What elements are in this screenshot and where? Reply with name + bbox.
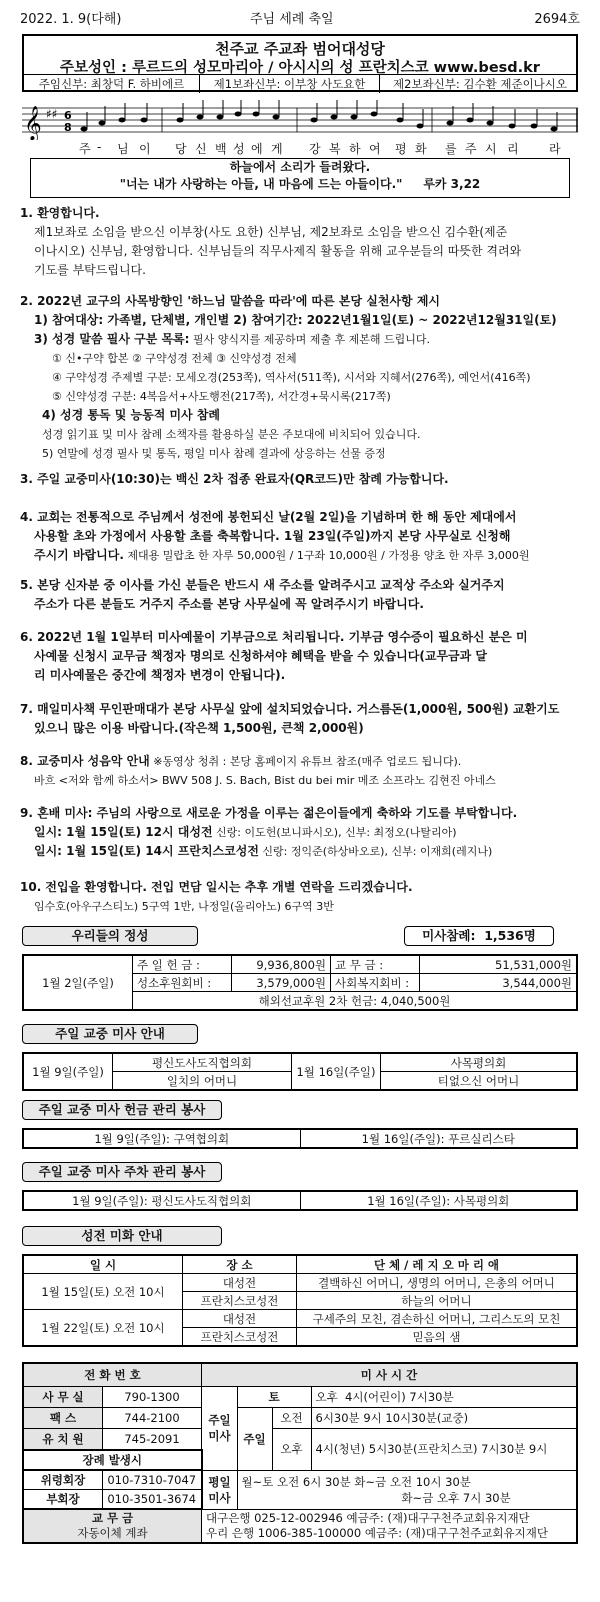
ampm: 오후 [272,1429,311,1471]
notice-title: 2. 2022년 교구의 사목방향인 '하느님 말씀을 따라'에 따른 본당 실천사항 제시 [20,294,441,308]
pastor: 주임신부: 최창덕 F. 하비에르 [24,75,200,93]
lyric-syllable: 주 [465,142,477,156]
notice-text: 바흐 <저와 함께 하소서> BWV 508 J. S. Bach, Bist du bei mir 메조 소프라노 김현진 아네스 [34,774,496,787]
notice-text: 주소가 다른 분들도 거주지 주소를 본당 사무실에 꼭 알려주시기 바랍니다. [34,597,424,611]
notice-text: 4. 교회는 전통적으로 주님께서 성전에 봉헌되신 날(2월 2일)을 기념하며 한 해 동안 제대에서 [20,510,517,524]
lyric-syllable: 성 [233,142,245,156]
cash-service-1: 1월 9일(주일): 구역협의회 [23,1129,300,1148]
offering-label: 사회복지회비 : [331,974,420,992]
lyric-syllable: 주 [79,142,91,156]
guide-group: 평신도사도직협의회 [113,1053,292,1072]
svg-text:𝄞: 𝄞 [24,106,42,140]
lyric-syllable: 시 [485,142,497,156]
parking-service-table [22,1190,578,1211]
sun-label: 주일 [237,1408,272,1471]
mass-times: 4시(어린이) 7시30분 [345,1390,454,1404]
notice-6 [20,628,580,685]
quote-line1: 하늘에서 소리가 들려왔다. [229,160,371,174]
weekday-times: 화~금 오후 7시 30분 [401,1490,511,1505]
bulletin-header [20,8,580,28]
beautify-group: 결백하신 어머니, 생명의 어머니, 은총의 어머니 [297,1274,578,1292]
notice-text: 5) 연말에 성경 필사 및 통독, 평일 미사 참례 결과에 상응하는 선물 증정 [42,447,386,460]
notice-text: 사용할 초와 가정에서 사용할 초를 축복합니다. 1월 23일(주일)까지 본당 사무실로 신청해 [34,529,511,543]
beautify-group: 구세주의 모친, 겸손하신 어머니, 그리스도의 모친 [297,1310,578,1328]
offering-date: 1월 2일(주일) [23,955,133,1010]
lyrics-row [22,140,578,156]
notice-text: 7. 매일미사책 무인판매대가 본당 사무실 앞에 설치되었습니다. 거스름돈(1,000원, 500원) 교환기도 [20,702,560,716]
lyric-syllable: 를 [445,142,457,156]
beautify-place: 대성전 [183,1310,297,1328]
offering-label: 주 일 헌 금 : [133,955,232,974]
notice-text: 주시기 바랍니다. [34,548,124,562]
gospel-quote [30,158,570,198]
parking-service-1: 1월 9일(주일): 평신도사도직협의회 [23,1191,300,1210]
ampm: 오전 [272,1408,311,1429]
notice-text: 제대용 밀랍초 한 자루 50,000원 / 1구좌 10,000원 / 가정용 양초 한 자루 3,000원 [123,549,530,562]
mass-time-header: 미 사 시 간 [202,1363,578,1387]
notice-text: ① 신•구약 합본 ② 구약성경 전체 ③ 신약성경 전체 [52,352,297,365]
feast-name: 주님 세례 축일 [250,12,334,27]
offering-heading: 우리들의 정성 [22,926,198,946]
notice-text: 8. 교중미사 성음악 안내 [20,754,150,768]
notice-1 [20,204,580,280]
parish-name: 천주교 주교좌 범어대성당 [215,40,385,58]
gyomu-label: 교 무 금 [91,1511,134,1525]
beautify-date: 1월 15일(토) 오전 10시 [23,1274,183,1310]
guide-group: 사목평의회 [381,1053,578,1072]
lyric-syllable: 복 [329,142,341,156]
notice-text: ④ 구약성경 주제별 구분: 모세오경(253쪽), 역사서(511쪽), 시서와 지혜서(276쪽), 예언서(416쪽) [52,371,531,384]
lyric-syllable: 님 [117,142,129,156]
notice-text: 일시: 1월 15일(토) 14시 프란치스코성전 [34,844,259,858]
notice-5 [20,576,580,614]
cash-service-heading: 주일 교중 미사 헌금 관리 봉사 [22,1100,222,1120]
guide-legio: 일치의 어머니 [113,1072,292,1091]
info-table [22,1362,578,1544]
notice-text: 성경 읽기표 및 미사 참례 소책자를 활용하실 분은 주보대에 비치되어 있습니다. [42,428,421,441]
lyric-syllable: 이 [139,142,151,156]
attendance-box [404,926,554,946]
beautify-place: 프란치스코성전 [183,1292,297,1310]
sat-label: 토 [237,1387,311,1408]
notice-text: 필사 양식지를 제공하며 제출 후 제본해 드립니다. [189,333,430,346]
mass-times: 4시(청년) 5시30분(프란치스코) 7시30분 9시 [311,1429,577,1471]
phone-label: 팩 스 [23,1408,103,1429]
lyric-syllable: 강 [309,142,321,156]
notice-text: 신랑: 이도헌(보니파시오), 신부: 최정오(나탈리아) [212,826,457,839]
notice-text: 제1보좌로 소임을 받으신 이부창(사도 요한) 신부님, 제2보좌로 소임을 받으신 김수환(제준 [34,225,508,239]
patron-saints: 주보성인 : 루르드의 성모마리아 / 아시시의 성 프란치스코 www.besd.kr [60,60,540,76]
quote-line2: "너는 내가 사랑하는 아들, 내 마음에 드는 아들이다." [119,177,403,191]
offering-value: 9,936,800원 [232,955,331,974]
col-header: 장 소 [183,1255,297,1274]
ampm: 오후 [315,1390,338,1404]
notice-text: 임수호(아우구스티노) 5구역 1반, 나정일(올리아노) 6구역 3반 [34,900,334,913]
weekday-times: 월~토 오전 6시 30분 화~금 오전 10시 30분 [241,1474,471,1489]
beautify-date: 1월 22일(토) 오전 10시 [23,1310,183,1347]
lyric-syllable: 하 [349,142,361,156]
phone-label: 유 치 원 [23,1429,103,1451]
parking-service-heading: 주일 교중 미사 주차 관리 봉사 [22,1162,222,1182]
notice-text: 사예물 신청시 교무금 책정자 명의로 신청하셔야 혜택을 받을 수 있습니다(교무금과 달 [34,649,487,663]
svg-text:♯♯: ♯♯ [46,107,58,121]
lyric-syllable: 라 [549,142,561,156]
funeral-header: 장례 발생시 [23,1450,202,1470]
notice-text: 이나시오) 신부님, 환영합니다. 신부님들의 직무사제직 활동을 위해 교우분들의 따뜻한 격려와 [34,244,522,258]
phone-number: 790-1300 [103,1387,202,1408]
cash-service-table [22,1128,578,1149]
notice-10 [20,878,580,916]
lyric-syllable: 당 [175,142,187,156]
svg-text:8: 8 [64,121,72,134]
beautify-place: 대성전 [183,1274,297,1292]
beautify-group: 믿음의 샘 [297,1328,578,1347]
lyric-syllable: 게 [271,142,283,156]
notice-title: 1. 환영합니다. [20,206,100,220]
funeral-number: 010-7310-7047 [103,1470,202,1490]
mass-guide-table [22,1052,578,1091]
beautify-group: 하늘의 어머니 [297,1292,578,1310]
cash-service-2: 1월 16일(주일): 푸르실리스타 [300,1129,577,1148]
notice-text: 6. 2022년 1월 1일부터 미사예물이 기부금으로 처리됩니다. 기부금 영수증이 필요하신 분은 미 [20,630,528,644]
title-box [22,34,578,92]
notice-3: 3. 주일 교중미사(10:30)는 백신 2차 접종 완료자(QR코드)만 참례 가능합니다. [20,472,449,486]
notice-2 [20,292,580,463]
music-staff [22,100,578,140]
notice-text: 있으니 많은 이용 바랍니다.(작은책 1,500원, 큰책 2,000원) [34,721,364,735]
lyric-syllable: - [97,140,102,154]
notice-text: 9. 혼배 미사: 주님의 사랑으로 새로운 가정을 이루는 젊은이들에게 축하와 기도를 부탁합니다. [20,806,518,820]
guide-legio: 티없으신 어머니 [381,1072,578,1091]
col-header: 일 시 [23,1255,183,1274]
funeral-number: 010-3501-3674 [103,1490,202,1510]
notice-text: 기도를 부탁드립니다. [34,263,146,277]
guide-date: 1월 9일(주일) [23,1053,113,1090]
parking-service-2: 1월 16일(주일): 사목평의회 [300,1191,577,1210]
bank-account: 대구은행 025-12-002946 예금주: (재)대구구천주교회유지재단 [206,1510,530,1525]
issue-date: 2022. 1. 9(다해) [20,12,122,27]
phone-header: 전 화 번 호 [23,1363,202,1387]
mass-times: 6시30분 9시 10시30분(교중) [311,1408,577,1429]
beautify-heading: 성전 미화 안내 [22,1226,222,1246]
lyric-syllable: 백 [215,142,227,156]
notice-8 [20,752,580,790]
clergy-row [24,74,576,93]
beautify-table [22,1254,578,1347]
notice-text: 10. 전입을 환영합니다. 전입 면담 일시는 추후 개별 연락을 드리겠습니다. [20,880,413,894]
lyric-syllable: 리 [507,142,519,156]
funeral-label: 부회장 [23,1490,103,1510]
notice-text: ※동영상 청취 : 본당 홈페이지 유튜브 참조(매주 업로드 됩니다). [149,755,462,768]
notice-text: 일시: 1월 15일(토) 12시 대성전 [34,825,213,839]
notice-7 [20,700,580,738]
offering-overseas: 해외선교후원 2차 헌금: 4,040,500원 [133,992,578,1011]
offering-label: 성소후원회비 : [133,974,232,992]
assoc-priest-2: 제2보좌신부: 김수환 제준이나시오 [392,77,568,91]
col-header: 단 체 / 레 지 오 마 리 애 [297,1255,578,1274]
attendance-count: 1,536명 [484,928,536,943]
mass-guide-heading: 주일 교중 미사 안내 [22,1024,198,1044]
issue-number: 2694호 [534,12,580,27]
sunday-mass-label: 주일 미사 [202,1387,238,1471]
notice-4 [20,508,580,565]
offering-value: 3,579,000원 [232,974,331,992]
lyric-syllable: 평 [395,142,407,156]
svg-text:6: 6 [64,109,72,122]
phone-number: 745-2091 [103,1429,202,1451]
lyric-syllable: 여 [369,142,381,156]
bank-account: 우리 은행 1006-385-100000 예금주: (재)대구구천주교회유지재단 [206,1525,548,1540]
notice-text: 3) 성경 말씀 필사 구분 목록: [34,332,190,346]
notice-text: 신랑: 정익준(하상바오로), 신부: 이재희(레지나) [258,845,493,858]
notice-text: ⑤ 신약성경 구분: 4복음서+사도행전(217쪽), 서간경+묵시록(217쪽) [52,390,391,403]
quote-ref: 루카 3,22 [423,177,481,191]
attendance-label: 미사참례: [422,928,476,943]
guide-date: 1월 16일(주일) [292,1053,381,1090]
notice-text: 리 미사예물은 중간에 책정자 변경이 안됩니다). [34,668,286,682]
phone-label: 사 무 실 [23,1387,103,1408]
funeral-label: 위령회장 [23,1470,103,1490]
lyric-syllable: 신 [195,142,207,156]
offering-table [22,954,578,1011]
notice-text: 4) 성경 통독 및 능동적 미사 참례 [42,408,221,422]
lyric-syllable: 에 [251,142,263,156]
offering-value: 51,531,000원 [420,955,578,974]
phone-number: 744-2100 [103,1408,202,1429]
lyric-syllable: 화 [415,142,427,156]
notice-9 [20,804,580,861]
notice-text: 1) 참여대상: 가족별, 단체별, 개인별 2) 참여기간: 2022년1월1일(토) ~ 2022년12월31일(토) [34,313,557,327]
offering-value: 3,544,000원 [420,974,578,992]
offering-label: 교 무 금 : [331,955,420,974]
beautify-place: 프란치스코성전 [183,1328,297,1347]
notice-text: 5. 본당 신자분 중 이사를 가신 분들은 반드시 새 주소를 알려주시고 교적상 주소와 실거주지 [20,578,505,592]
autopay-label: 자동이체 계좌 [77,1526,148,1540]
weekday-mass-label: 평일 미사 [202,1470,238,1509]
assoc-priest-1: 제1보좌신부: 이부창 사도요한 [200,75,380,93]
